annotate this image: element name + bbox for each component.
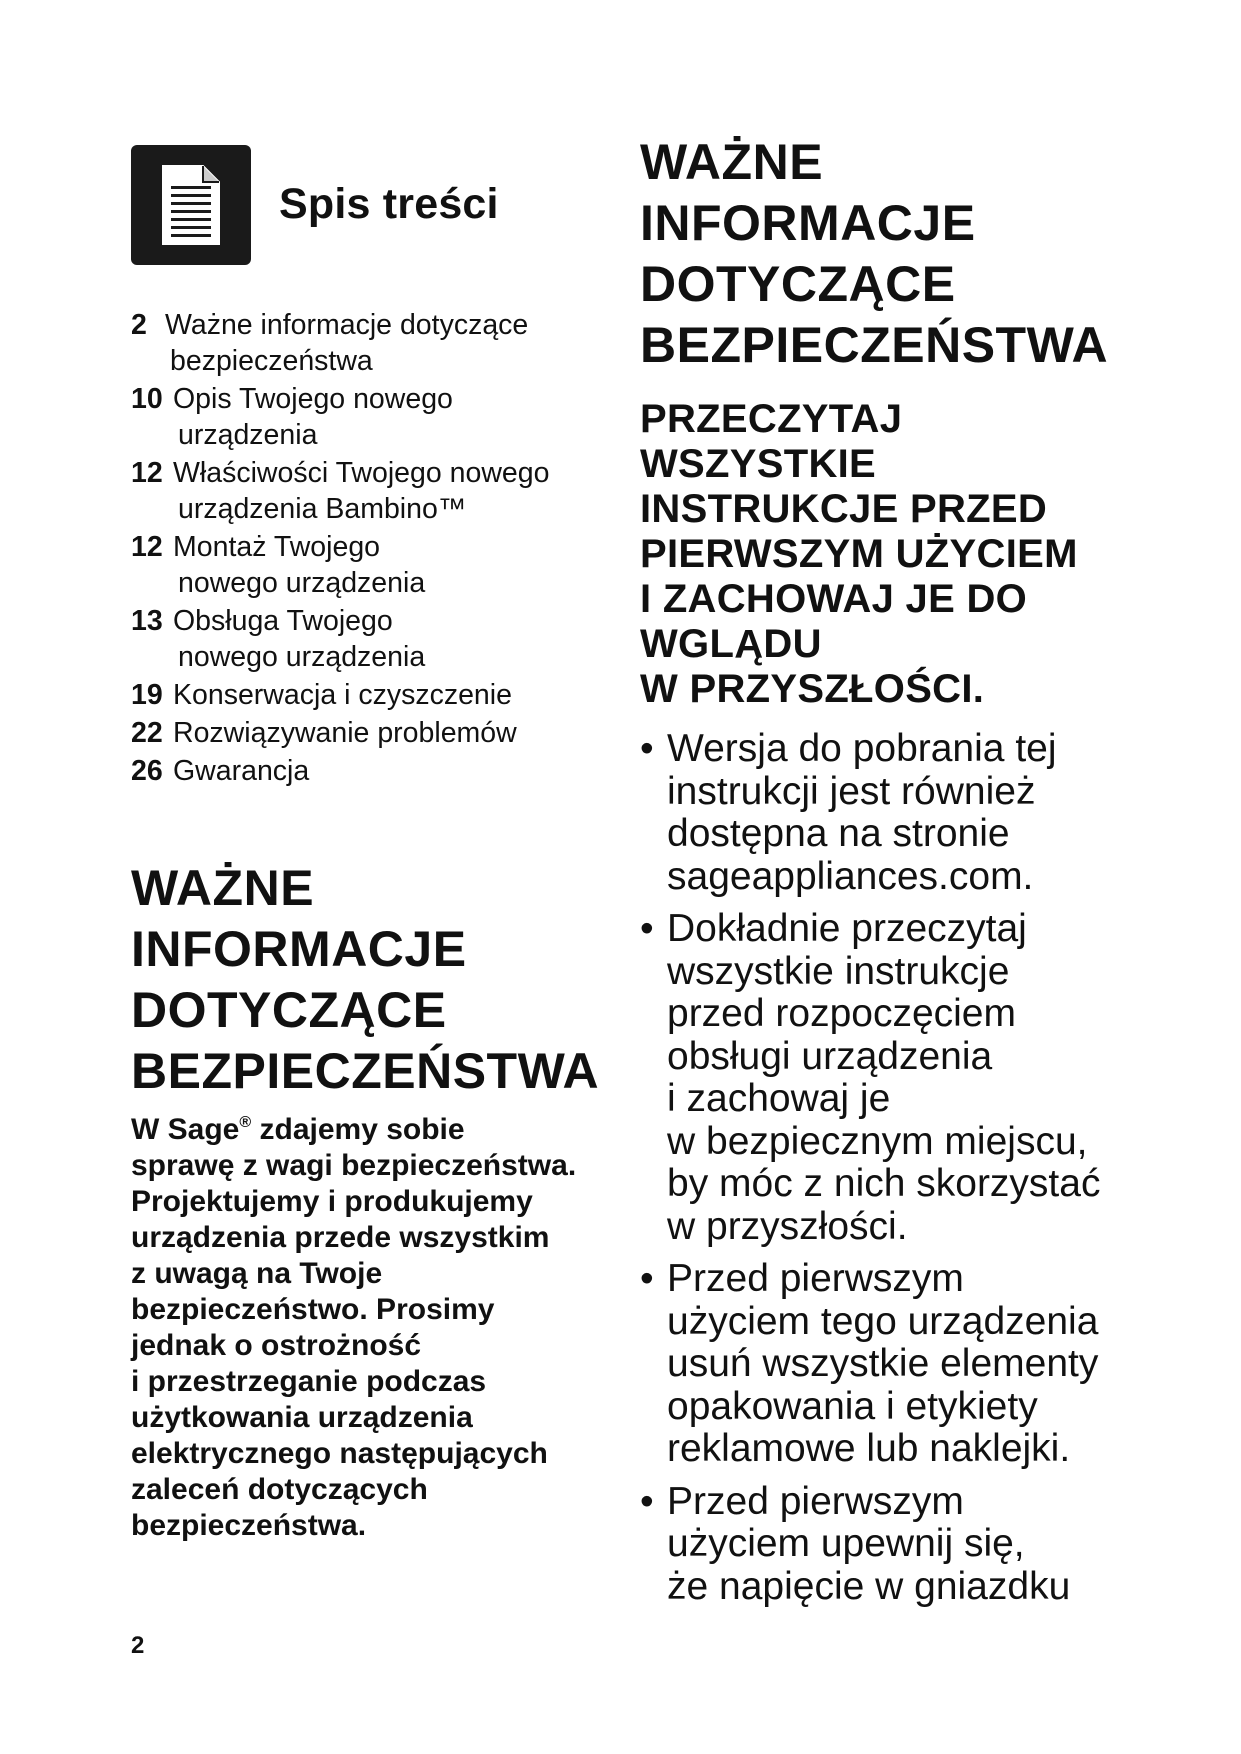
- toc-header: [131, 145, 499, 265]
- heading-line: BEZPIECZEŃSTWA: [640, 317, 1109, 373]
- toc-page-number: 10: [131, 383, 163, 415]
- intro-line: elektrycznego następujących: [131, 1437, 548, 1470]
- bullet-line: sageappliances.com.: [667, 854, 1034, 898]
- bullet-line: wszystkie instrukcje: [667, 949, 1010, 993]
- safety-heading: [131, 858, 631, 1102]
- document-icon: [131, 145, 251, 265]
- toc-item[interactable]: [131, 753, 611, 789]
- intro-line: jednak o ostrożność: [131, 1329, 422, 1362]
- toc-item-label-cont: nowego urządzenia: [178, 567, 426, 599]
- toc-item[interactable]: [131, 455, 611, 527]
- bullet-line: Przed pierwszym: [667, 1257, 964, 1300]
- registered-mark: ®: [239, 1114, 252, 1131]
- subheading-line: PIERWSZYM UŻYCIEM: [640, 532, 1078, 576]
- intro-line: urządzenia przede wszystkim: [131, 1221, 550, 1254]
- toc-item-label: Konserwacja i czyszczenie: [173, 679, 512, 711]
- bullet-line: w przyszłości.: [667, 1204, 908, 1248]
- subheading-line: WGLĄDU: [640, 622, 822, 666]
- intro-line: zdajemy sobie: [251, 1113, 465, 1146]
- subheading-line: WSZYSTKIE: [640, 442, 877, 486]
- toc-item-label-cont: bezpieczeństwa: [170, 345, 373, 377]
- toc-item[interactable]: [131, 715, 611, 751]
- toc-item-label: Rozwiązywanie problemów: [173, 717, 517, 749]
- toc-page-number: 19: [131, 679, 163, 711]
- bullet-line: usuń wszystkie elementy: [667, 1342, 1099, 1385]
- subheading-line: W PRZYSZŁOŚCI.: [640, 667, 985, 711]
- toc-item[interactable]: [131, 307, 611, 379]
- bullet-line: Wersja do pobrania tej: [667, 727, 1057, 770]
- toc-item-label: Opis Twojego nowego: [173, 383, 453, 415]
- bullet-item: [640, 1258, 1160, 1471]
- bullet-line: obsługi urządzenia: [667, 1034, 993, 1078]
- heading-line: WAŻNE: [640, 134, 824, 190]
- heading-line: DOTYCZĄCE: [640, 256, 956, 312]
- intro-line: bezpieczeństwo. Prosimy: [131, 1293, 495, 1326]
- bullet-line: użyciem tego urządzenia: [667, 1299, 1099, 1343]
- toc-item-label-cont: urządzenia: [178, 419, 318, 451]
- subheading-line: PRZECZYTAJ: [640, 397, 903, 441]
- heading-line: BEZPIECZEŃSTWA: [131, 1043, 600, 1099]
- bullet-line: Dokładnie przeczytaj: [667, 907, 1027, 950]
- toc-page-number: 12: [131, 457, 163, 489]
- toc-item[interactable]: [131, 529, 611, 601]
- toc-item[interactable]: [131, 677, 611, 713]
- toc-item-label: Właściwości Twojego nowego: [173, 457, 550, 489]
- toc-item-label: Obsługa Twojego: [173, 605, 393, 637]
- intro-brand: W Sage: [131, 1113, 240, 1146]
- toc-list: [131, 307, 611, 791]
- subheading-line: INSTRUKCJE PRZED: [640, 487, 1048, 531]
- intro-line: użytkowania urządzenia: [131, 1401, 473, 1434]
- subheading-line: I ZACHOWAJ JE DO: [640, 577, 1028, 621]
- page-number: 2: [131, 1632, 145, 1659]
- toc-item[interactable]: [131, 603, 611, 675]
- heading-line: INFORMACJE: [131, 921, 467, 977]
- toc-item-label: Gwarancja: [173, 755, 310, 787]
- bullet-item: [640, 728, 1160, 898]
- intro-line: zaleceń dotyczących: [131, 1473, 428, 1506]
- intro-line: bezpieczeństwa.: [131, 1509, 367, 1542]
- intro-line: i przestrzeganie podczas: [131, 1365, 487, 1398]
- bullet-item: [640, 1481, 1160, 1609]
- intro-line: Projektujemy i produkujemy: [131, 1185, 533, 1218]
- toc-page-number: 26: [131, 755, 163, 787]
- bullet-line: instrukcji jest również: [667, 769, 1036, 813]
- bullet-line: reklamowe lub naklejki.: [667, 1427, 1071, 1470]
- heading-line: DOTYCZĄCE: [131, 982, 447, 1038]
- toc-title: Spis treści: [279, 179, 499, 228]
- toc-item[interactable]: [131, 381, 611, 453]
- bullet-line: Przed pierwszym: [667, 1479, 964, 1523]
- read-instructions-heading: [640, 397, 1160, 712]
- intro-line: z uwagą na Twoje: [131, 1257, 383, 1290]
- toc-item-label: Montaż Twojego: [173, 531, 381, 563]
- toc-page-number: 22: [131, 717, 163, 749]
- bullet-line: że napięcie w gniazdku: [667, 1564, 1071, 1608]
- safety-heading-right: [640, 132, 1160, 376]
- bullet-line: dostępna na stronie: [667, 812, 1010, 855]
- document-icon-graphic: [159, 164, 223, 246]
- safety-intro: [131, 1112, 621, 1544]
- bullet-line: by móc z nich skorzystać: [667, 1162, 1101, 1205]
- bullet-line: opakowania i etykiety: [667, 1384, 1038, 1428]
- bullet-line: i zachowaj je: [667, 1077, 891, 1120]
- safety-bullet-list: [640, 728, 1160, 1618]
- toc-item-label-cont: nowego urządzenia: [178, 641, 426, 673]
- bullet-item: [640, 908, 1160, 1248]
- bullet-line: użyciem upewnij się,: [667, 1522, 1025, 1565]
- toc-page-number: 13: [131, 605, 163, 637]
- bullet-line: przed rozpoczęciem: [667, 992, 1016, 1035]
- bullet-line: w bezpiecznym miejscu,: [667, 1119, 1088, 1163]
- intro-line: sprawę z wagi bezpieczeństwa.: [131, 1149, 577, 1182]
- heading-line: INFORMACJE: [640, 195, 976, 251]
- toc-item-label-cont: urządzenia Bambino™: [178, 493, 467, 525]
- heading-line: WAŻNE: [131, 860, 315, 916]
- toc-page-number: 2: [131, 309, 147, 341]
- toc-page-number: 12: [131, 531, 163, 563]
- toc-item-label: Ważne informacje dotyczące: [165, 309, 529, 341]
